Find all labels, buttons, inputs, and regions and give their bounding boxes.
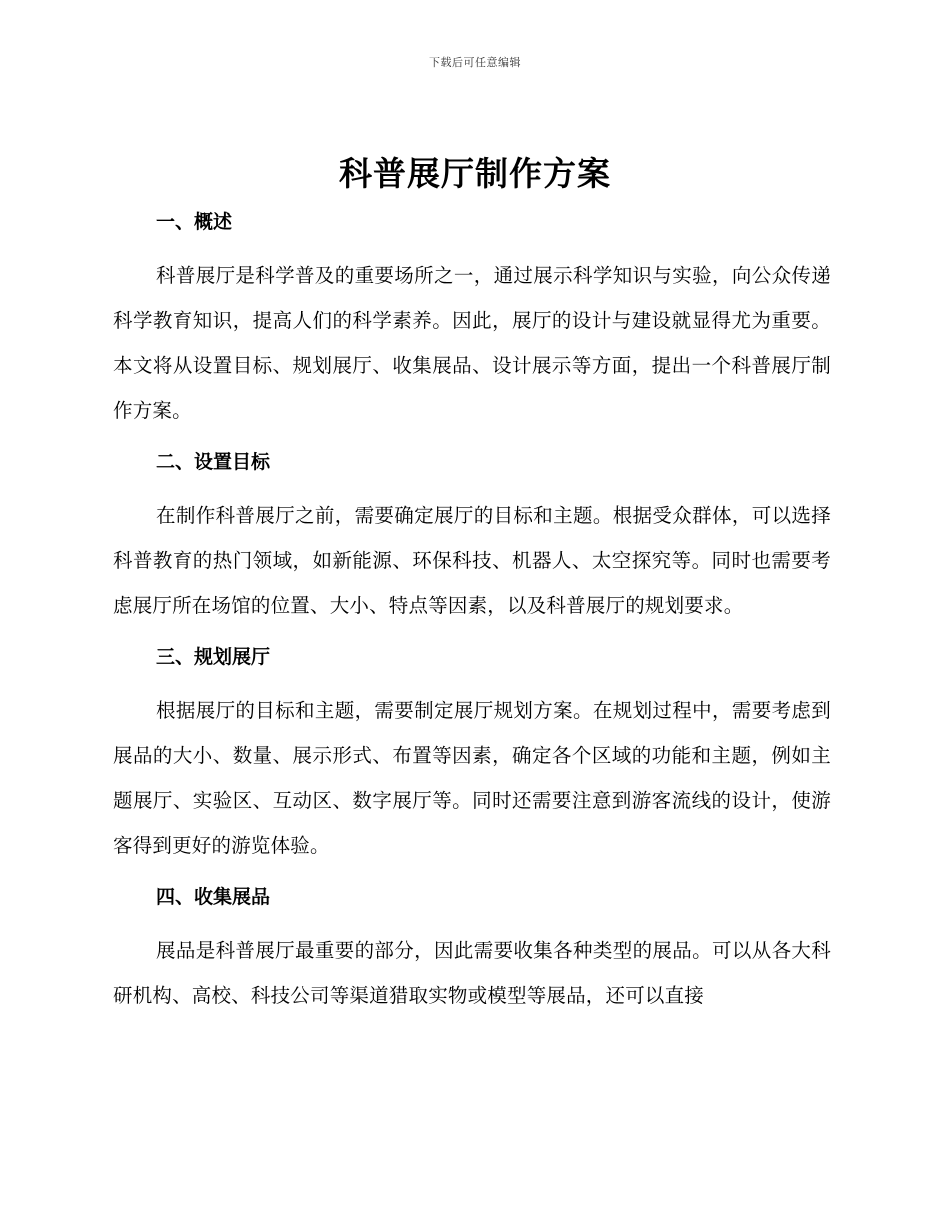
section-heading: 二、设置目标	[156, 451, 271, 473]
section-paragraph: 根据展厅的目标和主题，需要制定展厅规划方案。在规划过程中，需要考虑到展品的大小、数量、展示形式、布置等因素，确定各个区域的功能和主题，例如主题展厅、实验区、互动区、数字展厅等。同时还需要注意到游客流线的设计，使游客得到更好的游览体验。	[113, 699, 831, 857]
section-heading: 四、收集展品	[156, 886, 271, 908]
document-content	[113, 200, 831, 1025]
section-paragraph: 在制作科普展厅之前，需要确定展厅的目标和主题。根据受众群体，可以选择科普教育的热门领域，如新能源、环保科技、机器人、太空探究等。同时也需要考虑展厅所在场馆的位置、大小、特点等因素，以及科普展厅的规划要求。	[113, 504, 831, 617]
section-paragraph: 展品是科普展厅最重要的部分，因此需要收集各种类型的展品。可以从各大科研机构、高校、科技公司等渠道猎取实物或模型等展品，还可以直接	[113, 939, 831, 1007]
header-note: 下载后可任意编辑	[429, 56, 521, 69]
section-collect-exhibits	[113, 875, 831, 1018]
section-plan-hall	[113, 635, 831, 868]
section-heading: 一、概述	[156, 211, 233, 233]
document-title: 科普展厅制作方案	[339, 154, 611, 193]
section-set-goals	[113, 440, 831, 628]
section-overview	[113, 200, 831, 433]
section-paragraph: 科普展厅是科学普及的重要场所之一，通过展示科学知识与实验，向公众传递科学教育知识，提高人们的科学素养。因此，展厅的设计与建设就显得尤为重要。本文将从设置目标、规划展厅、收集展品、设计展示等方面，提出一个科普展厅制作方案。	[113, 264, 831, 422]
section-heading: 三、规划展厅	[156, 646, 271, 668]
